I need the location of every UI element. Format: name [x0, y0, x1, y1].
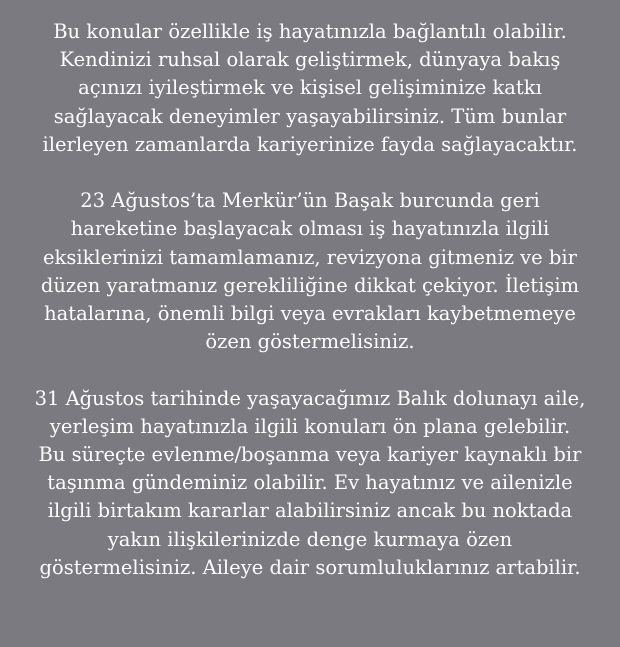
paragraph-mercury-retrograde — [6, 187, 614, 356]
paragraph-full-moon — [6, 385, 614, 582]
text-line: yakın ilişkilerinizde denge kurmaya özen — [107, 527, 513, 551]
text-line: özen göstermelisiniz. — [205, 330, 415, 354]
text-line: 23 Ağustos’ta Merkür’ün Başak burcunda geri — [80, 189, 540, 213]
text-line: açınızı iyileştirmek ve kişisel gelişiminize katkı — [78, 76, 542, 100]
text-line: sağlayacak deneyimler yaşayabilirsiniz. Tüm bunlar — [53, 104, 567, 128]
text-line: yerleşim hayatınızla ilgili konuları ön plana gelebilir. — [49, 414, 571, 438]
text-line: ilerleyen zamanlarda kariyerinize fayda sağlayacaktır. — [42, 132, 578, 156]
text-line: 31 Ağustos tarihinde yaşayacağımız Balık dolunayı aile, — [34, 386, 586, 410]
paragraph-career-development — [6, 18, 614, 159]
text-line: ilgili birtakım kararlar alabilirsiniz ancak bu noktada — [47, 499, 573, 523]
text-line: Kendinizi ruhsal olarak geliştirmek, dünyaya bakış — [59, 48, 561, 72]
text-line: hareketine başlayacak olması iş hayatınızla ilgili — [70, 217, 550, 241]
text-line: taşınma gündeminiz olabilir. Ev hayatınız ve ailenizle — [47, 471, 573, 495]
text-line: düzen yaratmanız gerekliliğine dikkat çekiyor. İletişim — [40, 273, 580, 297]
text-line: Bu süreçte evlenme/boşanma veya kariyer kaynaklı bir — [38, 443, 582, 467]
text-line: eksiklerinizi tamamlamanız, revizyona gitmeniz ve bir — [43, 245, 577, 269]
text-line: göstermelisiniz. Aileye dair sorumluluklarınız artabilir. — [39, 555, 581, 579]
text-line: hatalarına, önemli bilgi veya evrakları kaybetmemeye — [44, 302, 576, 326]
text-line: Bu konular özellikle iş hayatınızla bağlantılı olabilir. — [53, 20, 567, 43]
